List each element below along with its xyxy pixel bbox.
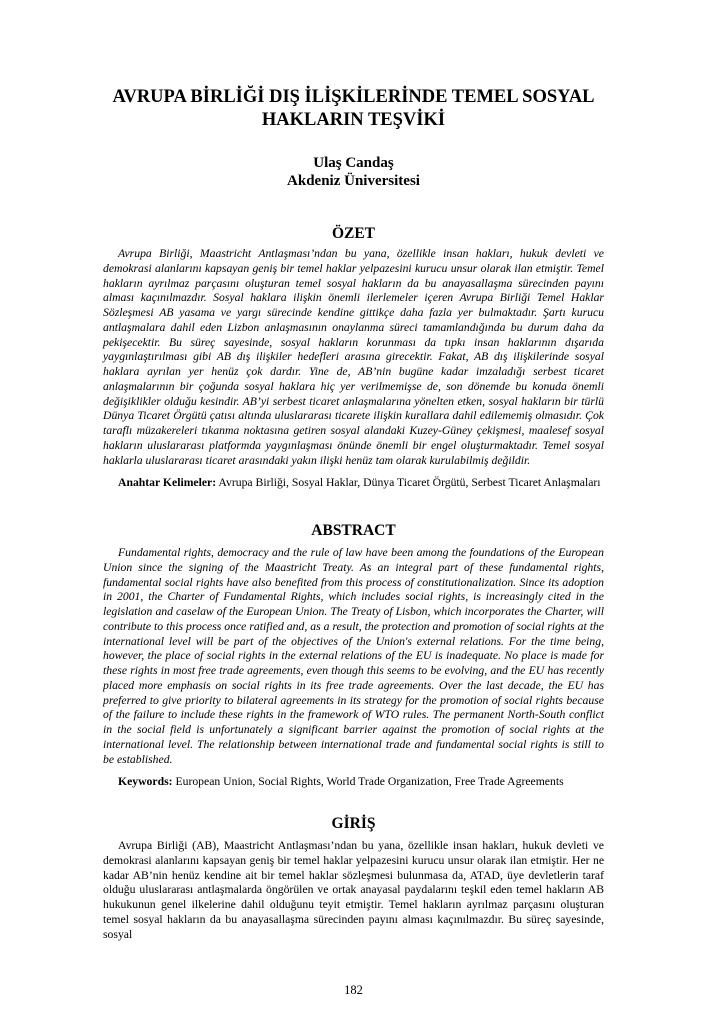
author-block bbox=[103, 154, 604, 190]
ozet-keywords-label: Anahtar Kelimeler: bbox=[118, 476, 217, 490]
title-line-1: AVRUPA BİRLİĞİ DIŞ İLİŞKİLERİNDE TEMEL SOSYAL bbox=[112, 87, 595, 107]
ozet-heading: ÖZET bbox=[331, 225, 376, 242]
page-number: 182 bbox=[344, 983, 363, 998]
paper-title bbox=[103, 86, 604, 132]
giris-text: Avrupa Birliği (AB), Maastricht Antlaşması’ndan bu yana, özellikle insan hakları, hukuk devleti ve demokrasi alanlarını kapsayan geniş bir temel haklar yelpazesini kurucu unsur olarak ilan etmiştir. Her ne kadar AB’nin henüz kendine ait bir temel haklar sözleşmesi bulunmasa da, ATAD, üye devletlerin taraf olduğu uluslararası antlaşmalarda öngörülen ve ortak anayasal paydalarını teşkil eden temel hakların AB hukukunun genel ilkelerine dahil olduğunu teyit etmiştir. Temel hakların ayrılmaz parçasını oluşturan temel sosyal hakların da bu anayasallaşma sürecinden payını alması kaçınılmazdır. Bu süreç sayesinde, sosyal bbox=[103, 839, 604, 941]
abstract-keywords-value: European Union, Social Rights, World Trade Organization, Free Trade Agreements bbox=[175, 775, 564, 789]
giris-heading: GİRİŞ bbox=[331, 815, 376, 832]
abstract-keywords-label: Keywords: bbox=[118, 775, 173, 789]
ozet-keywords bbox=[103, 476, 604, 491]
author-affiliation: Akdeniz Üniversitesi bbox=[287, 173, 420, 189]
abstract-text: Fundamental rights, democracy and the rule of law have been among the foundations of the European Union since the signing of the Maastricht Treaty. As an integral part of these fundamental rights, fundamental social rights have also benefited from this process of constitutionalization. Since its adoption in 2001, the Charter of Fundamental Rights, which includes social rights, is increasingly cited in the legislation and caselaw of the European Union. The Treaty of Lisbon, which incorporates the Charter, will contribute to this process once ratified and, as a result, the protection and promotion of social rights at the international level will be part of the objectives of the Union's external relations. For the time being, however, the place of social rights in the external relations of the EU is inadequate. No place is made for these rights in most free trade agreements, even though this seems to be evolving, and the EU has recently placed more emphasis on social rights in its free trade agreements. Over the last decade, the EU has preferred to give priority to bilateral agreements in its strategy for the promotion of social rights because of the failure to include these rights in the framework of WTO rules. The permanent North-South conflict in the social field is unfortunately a significant barrier against the promotion of social rights at the international level. The relationship between international trade and fundamental social rights is still to be established. bbox=[103, 546, 604, 766]
abstract-heading: ABSTRACT bbox=[311, 522, 396, 539]
document-page bbox=[103, 0, 604, 1008]
ozet-keywords-value: Avrupa Birliği, Sosyal Haklar, Dünya Ticaret Örgütü, Serbest Ticaret Anlaşmaları bbox=[218, 476, 601, 490]
ozet-text: Avrupa Birliği, Maastricht Antlaşması’ndan bu yana, özellikle insan hakları, hukuk devleti ve demokrasi alanlarını kapsayan geniş bir temel haklar yelpazesini kurucu unsur olarak ilan etmiştir. Temel hakların ayrılmaz parçasını oluşturan temel sosyal hakların da bu anayasallaşma sürecinden payını alması kaçınılmazdır. Sosyal haklara ilişkin önemli ilerlemeler içeren Avrupa Birliği Temel Haklar Sözleşmesi AB yasama ve yargı sürecinde kendine gittikçe daha fazla yer bulmaktadır. Şartı kurucu antlaşmalara dahil eden Lizbon anlaşmasının onaylanma süreci tamamlandığında bu durum daha da pekişecektir. Bu süreç sayesinde, sosyal hakların korunması da tıpkı insan haklarının dışarıda yaygınlaştırılması gibi AB dış ilişkiler hedefleri arasına girecektir. Fakat, AB dış ilişkilerinde sosyal haklara ayrılan yer henüz çok dardır. Yine de, AB’nin bugüne kadar imzaladığı serbest ticaret anlaşmalarının bir çoğunda sosyal haklara hiç yer verilmemişse de, son dönemde bu konuda önemli değişiklikler olduğu kesindir. AB’yi serbest ticaret anlaşmalarına yönelten etken, sosyal hakların bir türlü Dünya Ticaret Örgütü çatısı altında uluslararası ticarete ilişkin kurallara dahil edilememiş olmasıdır. Çok taraflı müzakereleri tıkanma noktasına getiren sosyal alandaki Kuzey-Güney çekişmesi, maalesef sosyal hakların uluslararası platformda yaygınlaşması önünde önemli bir engel oluşturmaktadır. Temel sosyal haklarla uluslararası ticaret arasındaki yakın ilişki henüz tam olarak kurulabilmiş değildir. bbox=[103, 247, 604, 467]
title-line-2: HAKLARIN TEŞVİKİ bbox=[261, 110, 446, 130]
abstract-keywords bbox=[103, 775, 604, 790]
author-name: Ulaş Candaş bbox=[313, 155, 394, 171]
